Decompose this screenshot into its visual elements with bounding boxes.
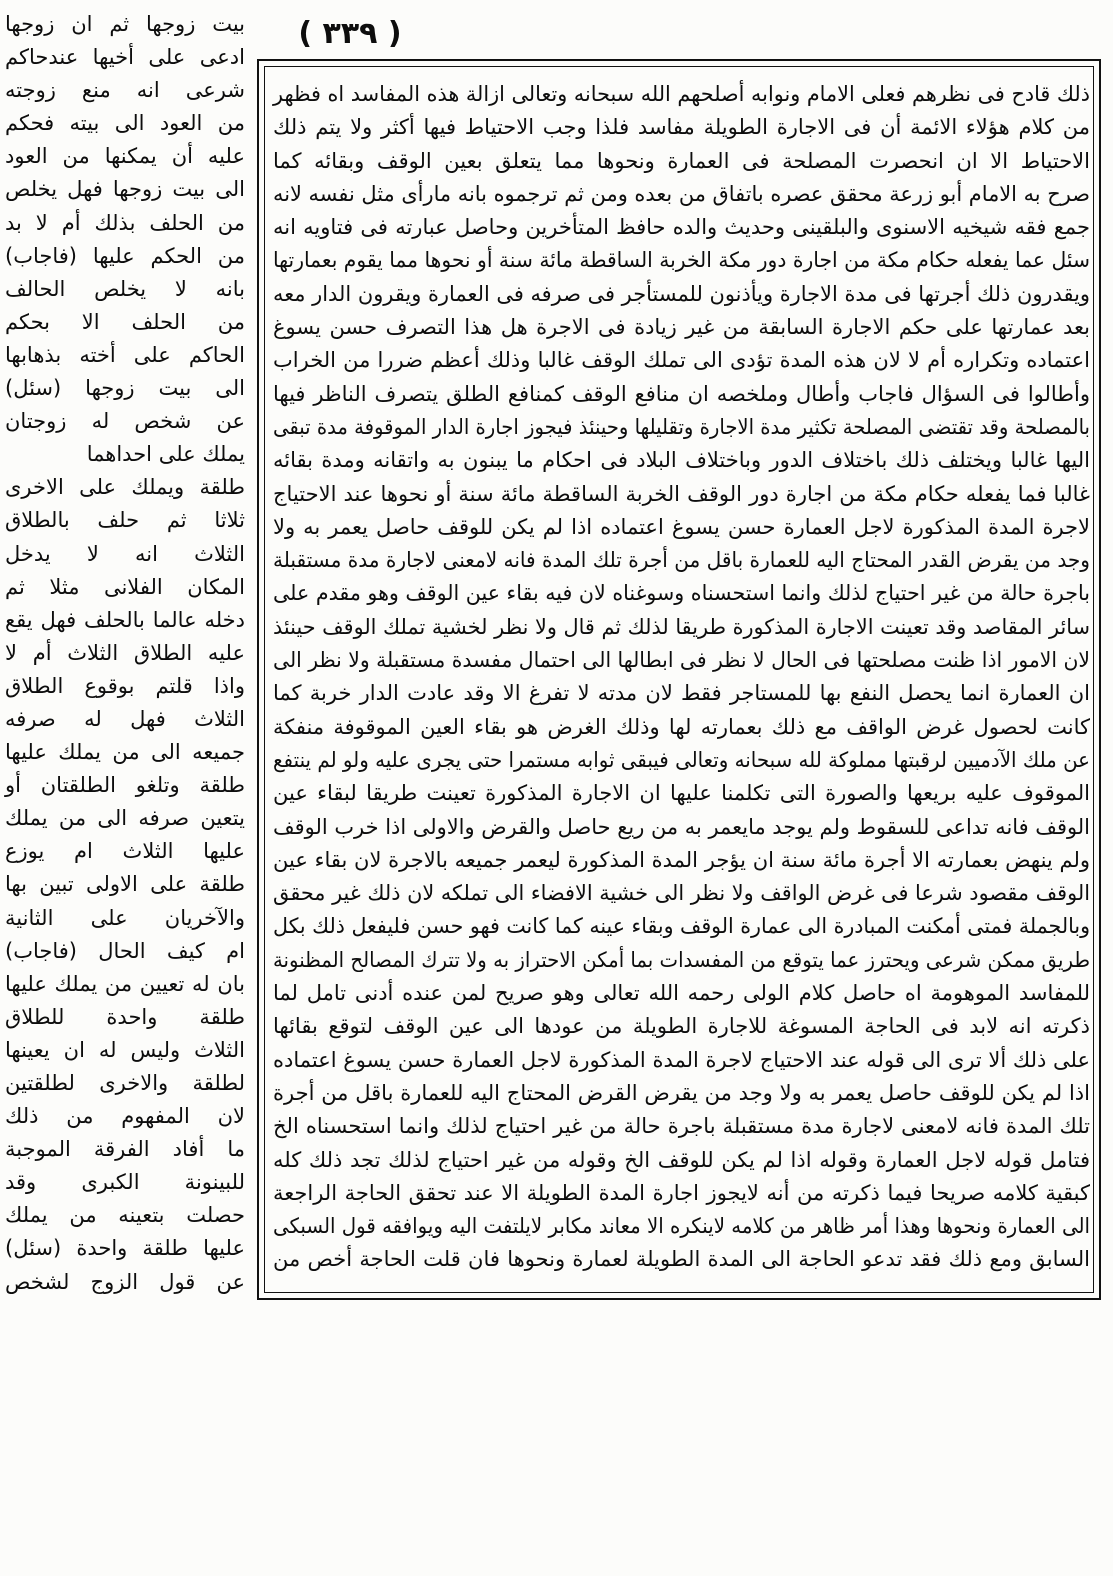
main-text-line: سئل عما يفعله حكام مكة من اجارة دور مكة الخربة الساقطة مائة سنة أو نحوها مما يقوم بعمارتها (272, 248, 1090, 273)
main-text-line: للمفاسد الموهومة اه حاصل كلام الولى رحمه الله تعالى وهو صريح لمن عنده أدنى تامل لما (273, 981, 1090, 1006)
margin-note-line: عليه الطلاق الثلاث أم لا (5, 640, 245, 665)
margin-note-line: لان المفهوم من ذلك (5, 1104, 245, 1129)
main-text-line: وأطالوا فى السؤال فاجاب وأطال وملخصه ان منافع الوقف كمنافع الطلق يتصرف الناظر فيها (273, 381, 1090, 406)
main-text-line: السابق ومع ذلك فقد تدعو الحاجة الى المدة الطويلة لعمارة ونحوها فان قلت الحاجة أخص من (273, 1247, 1090, 1272)
main-text-line: على ذلك ألا ترى الى قوله عند الاحتياج لاجرة المدة المذكورة لاجل العمارة حسن يسوغ اعتماده (273, 1047, 1091, 1072)
main-text-line: صرح به الامام أبو زرعة محقق عصره باتفاق من بعده ومن ثم ترجموه بانه مارأى مثل نفسه لانه (273, 181, 1090, 206)
margin-note-line: الثلاث وليس له ان يعينها (5, 1037, 245, 1062)
main-text-line: بالمصلحة وقد تقتضى المصلحة تكثير مدة الاجارة وتقليلها وحينئذ فيجوز اجارة الدار الموقوفة مدة تبقى (273, 414, 1090, 439)
margin-note-line: ما أفاد الفرقة الموجبة (5, 1137, 245, 1162)
main-text-line: الى العمارة ونحوها وهذا أمر ظاهر من كلامه لاينكره الا معاند مكابر لايلتفت اليه ويوافقه قول السبكى (273, 1214, 1090, 1239)
margin-note-line: المكان الفلانى مثلا ثم (5, 574, 245, 599)
main-text-line: كانت لحصول غرض الواقف مع ذلك بعمارته لها وذلك الغرض هو بقاء العين الموقوفة منفكة (273, 714, 1090, 739)
main-text-block (273, 78, 1090, 1277)
main-text-line: اعتماده وتكراره أم لا لان هذه المدة تؤدى الى تملك الوقف غالبا وذلك أعظم ضررا من الخراب (273, 348, 1090, 373)
margin-note-column (5, 8, 245, 1299)
main-text-line: لان الامور اذا ظنت مصلحتها فى الحال لا نظر فى ابطالها الى احتمال مفسدة مستقبلة ولا نظر الى (273, 648, 1090, 673)
main-text-clip (266, 68, 1092, 1292)
margin-note-line: طلقة ويملك على الاخرى (5, 475, 245, 500)
main-text-line: فتامل قوله لاجل العمارة وقوله اذا لم يكن للوقف الخ وقوله من غير احتياج لذلك تجد ذلك كله (273, 1147, 1090, 1172)
margin-note-line: حصلت بتعينه من يملك (5, 1203, 245, 1228)
margin-note-line: طلقة واحدة للطلاق (5, 1004, 245, 1029)
margin-note-line: من الحلف الا بحكم (5, 309, 245, 334)
margin-note-line: واذا قلتم بوقوع الطلاق (5, 673, 245, 698)
margin-note-line: من الحكم عليها (فاجاب) (5, 243, 245, 268)
main-text-line: جمع فقه شيخيه الاسنوى والبلقينى وحديث والده حافظ المتأخرين وحاصل عبارته فى فتاويه انه (273, 215, 1090, 240)
main-text-line: لاجرة المدة المذكورة لاجل العمارة حسن يسوغ اعتماده اذا لم يكن للوقف حاصل يعمر به ولا (273, 514, 1090, 539)
margin-note-line: للبينونة الكبرى وقد (5, 1170, 245, 1195)
margin-note-line: يتعين صرفه الى من يملك (5, 806, 245, 831)
margin-note-line: بان له تعيين من يملك عليها (5, 971, 245, 996)
main-text-line: عن ملك الآدميين لرقبتها مملوكة لله سبحانه وتعالى فيبقى ثوابه مستمرا حتى يجرى عليه ولو لم ينتفع (273, 747, 1091, 772)
main-text-line: وبالجملة فمتى أمكنت المبادرة الى عمارة الوقف وبقاء عينه كما كانت فهو حسن فليفعل ذلك بكل (273, 914, 1090, 939)
margin-note-line: الثلاث انه لا يدخل (5, 541, 245, 566)
margin-note-line: لطلقة والاخرى لطلقتين (5, 1071, 245, 1095)
margin-note-line: بانه لا يخلص الحالف (5, 276, 245, 301)
main-text-line: ذلك قادح فى نظرهم فعلى الامام ونوابه أصلحهم الله سبحانه وتعالى ازالة هذه المفاسد اه فظهر (273, 82, 1090, 106)
margin-note-line: والآخريان على الثانية (5, 905, 245, 930)
margin-note-line: الى بيت زوجها (سئل) (5, 376, 245, 401)
margin-note-line: من العود الى بيته فحكم (5, 111, 245, 136)
margin-note-line: من الحلف بذلك أم لا بد (5, 210, 245, 235)
margin-note-line: شرعى انه منع زوجته (5, 78, 245, 103)
main-text-line: باجرة حالة من غير احتياج لذلك وانما استحسناه وسوغناه لان فيه بقاء عين الوقف وهو مقدم على (273, 581, 1090, 606)
main-text-line: ولم ينهض بعمارته الا أجرة مائة سنة ان يؤجر المدة المذكورة ليعمر جميعه بالاجرة لان بقاء عين (273, 847, 1090, 872)
main-text-line: اليها غالبا ويختلف ذلك باختلاف الدور وباختلاف البلاد فى احكام ما يبنون به واتقانه ومدة بقائه (273, 448, 1090, 473)
margin-note-line: الحاكم على أخته بذهابها (5, 342, 245, 367)
margin-note-line: عليه أن يمكنها من العود (5, 144, 245, 169)
margin-note-line: جميعه الى من يملك عليها (5, 740, 245, 765)
main-text-line: غالبا فما يفعله حكام مكة من اجارة دور الوقف الخربة الساقطة مائة سنة أو نحوها عند الاحتياج (273, 481, 1090, 506)
main-text-line: وجد من يقرض القدر المحتاج اليه للعمارة باقل من أجرة تلك المدة فانه لامعنى لاجارة مدة مستقبلة (273, 548, 1090, 573)
main-text-line: الوقف فانه تداعى للسقوط ولم يوجد مايعمر به من ريع حاصل والقرض والاولى اذا خرب الوقف (273, 814, 1090, 839)
page-number: ( ٣٣٩ ) (298, 16, 402, 51)
margin-note-line: الثلاث فهل له صرفه (5, 706, 245, 731)
margin-note-line: يملك على احداهما (86, 442, 245, 467)
main-text-line: الاحتياط الا ان انحصرت المصلحة فى العمارة ونحوها مما يتعلق بعين الوقف وبقائه كما (273, 148, 1090, 173)
margin-note-line: ادعى على أخيها عندحاكم (5, 45, 245, 70)
margin-note-line: عن شخص له زوجتان (5, 409, 245, 434)
main-text-line: سائر المقاصد وقد تعينت الاجارة المذكورة طريقا لذلك ثم قال ولا نظر لخشية تملك الوقف حينئذ (273, 614, 1090, 639)
margin-note-line: بيت زوجها ثم ان زوجها (5, 12, 245, 36)
main-text-line: بعد عمارتها على حكم الاجارة السابقة من غير زيادة فى الاجرة هل هذا التصرف حسن يسوغ (273, 315, 1090, 340)
margin-note-clip (0, 0, 250, 1310)
main-text-line: ذكرته انه لابد فى الحاجة المسوغة للاجارة الطويلة من عودها الى عين الوقف لتوقع بقائها (273, 1014, 1090, 1039)
main-text-line: ان العمارة انما يحصل النفع بها للمستاجر فقط لان مدته لا تفرغ الا وقد عادت الدار خربة كما (273, 681, 1090, 706)
main-text-line: اذا لم يكن للوقف حاصل يعمر به ولا وجد من يقرض القرض المحتاج اليه للعمارة باقل من أجرة (273, 1080, 1090, 1105)
margin-note-line: عليها الثلاث ام يوزع (5, 839, 245, 864)
main-text-line: الوقف مقصود شرعا فى غرض الواقف ولا نظر الى خشية الافضاء الى تملكه لان ذلك غير محقق (273, 881, 1090, 906)
margin-note-line: ام كيف الحال (فاجاب) (5, 938, 245, 963)
main-text-line: تلك المدة فانه لامعنى لاجارة مدة مستقبلة باجرة حالة من غير احتياج لذلك وانما استحسناه الخ (273, 1114, 1090, 1139)
main-text-line: ويقدرون ذلك أجرتها فى مدة الاجارة ويأذنون للمستأجر فى صرفه فى العمارة ويقرون الدار معه (272, 281, 1090, 306)
margin-note-line: دخله عالما بالحلف فهل يقع (5, 607, 245, 632)
main-text-line: من كلام هؤلاء الائمة أن فى الاجارة الطويلة مفاسد فلذا وجب الاحتياط فيها أكثر ولا يتم ذلك (273, 115, 1090, 140)
main-text-line: كبقية كلامه صريحا فيما ذكرته من أنه لايجوز اجارة المدة الطويلة الا عند تحقق الحاجة الراجعة (273, 1180, 1090, 1205)
margin-note-line: عن قول الزوج لشخص (5, 1269, 245, 1294)
margin-note-line: عليها طلقة واحدة (سئل) (5, 1236, 245, 1261)
main-text-line: الموقوف عليه بريعها والصورة التى تكلمنا عليها ان الاجارة المذكورة تعينت طريقا لبقاء عين (273, 781, 1090, 806)
margin-note-line: ثلاثا ثم حلف بالطلاق (5, 508, 245, 533)
margin-note-line: الى بيت زوجها فهل يخلص (5, 177, 245, 202)
margin-note-line: طلقة على الاولى تبين بها (5, 872, 245, 897)
margin-note-line: طلقة وتلغو الطلقتان أو (5, 773, 245, 798)
main-text-line: طريق ممكن شرعى ويحترز عما يتوقع من المفسدات بما أمكن الاحتراز به ولا تترك المصالح المظنونة (273, 947, 1090, 972)
